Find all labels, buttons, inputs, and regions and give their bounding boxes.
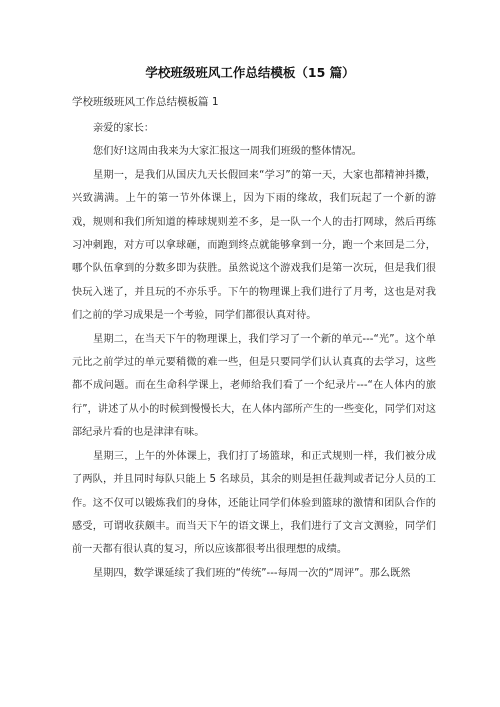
tuesday-paragraph: 星期二，在当天下午的物理课上，我们学习了一个新的单元---“光”。这个单元比之前学过的单元要稍微的难一些，但是只要同学们认认真真的去学习，这些都不成问题。而在生命科学课上，老师给我们看了一个纪录片---“在人体内的旅行”，讲述了从小的时候到慢慢长大，在人体内部所产生的一些变化，同学们对这部纪录片看的也是津津有味。 bbox=[72, 333, 436, 439]
salutation-paragraph: 亲爱的家长： bbox=[93, 123, 155, 134]
thursday-paragraph: 星期四，数学课延续了我们班的“传统”---每周一次的“周评”。那么既然 bbox=[93, 567, 411, 579]
monday-paragraph: 星期一，是我们从国庆九天长假回来“学习”的第一天，大家也都精神抖擞，兴致满满。上午的第一节外体课上，因为下雨的缘故，我们玩起了一个新的游戏，规则和我们所知道的棒球规则差不多，是一队一个人的击打网球，然后再练习冲刺跑，对方可以拿球砸，而跑到终点就能够拿到一分，跑一个来回是二分，哪个队伍拿到的分数多即为获胜。虽然说这个游戏我们是第一次玩，但是我们很快玩入迷了，并且玩的不亦乐乎。下午的物理课上我们进行了月考，这也是对我们之前的学习成果是一个考验，同学们都很认真对待。 bbox=[72, 169, 436, 322]
greeting-paragraph: 您们好!这周由我来为大家汇报这一周我们班级的整体情况。 bbox=[93, 146, 362, 158]
wednesday-paragraph: 星期三，上午的外体课上，我们打了场篮球，和正式规则一样，我们被分成了两队，并且同时每队只能上 5 名球员，其余的则是担任裁判或者记分人员的工作。这不仅可以锻炼我们的身体，还能让同学们体验到篮球的激情和团队合作的感受，可谓收获颇丰。而当天下午的语文课上，我们进行了文言文测验，同学们前一天都有很认真的复习，所以应该都很考出很理想的成绩。 bbox=[72, 450, 436, 556]
document-title: 学校班级班风工作总结模板（15 篇） bbox=[145, 65, 355, 80]
document-body bbox=[72, 117, 436, 585]
document-subtitle: 学校班级班风工作总结模板篇 1 bbox=[72, 96, 219, 108]
